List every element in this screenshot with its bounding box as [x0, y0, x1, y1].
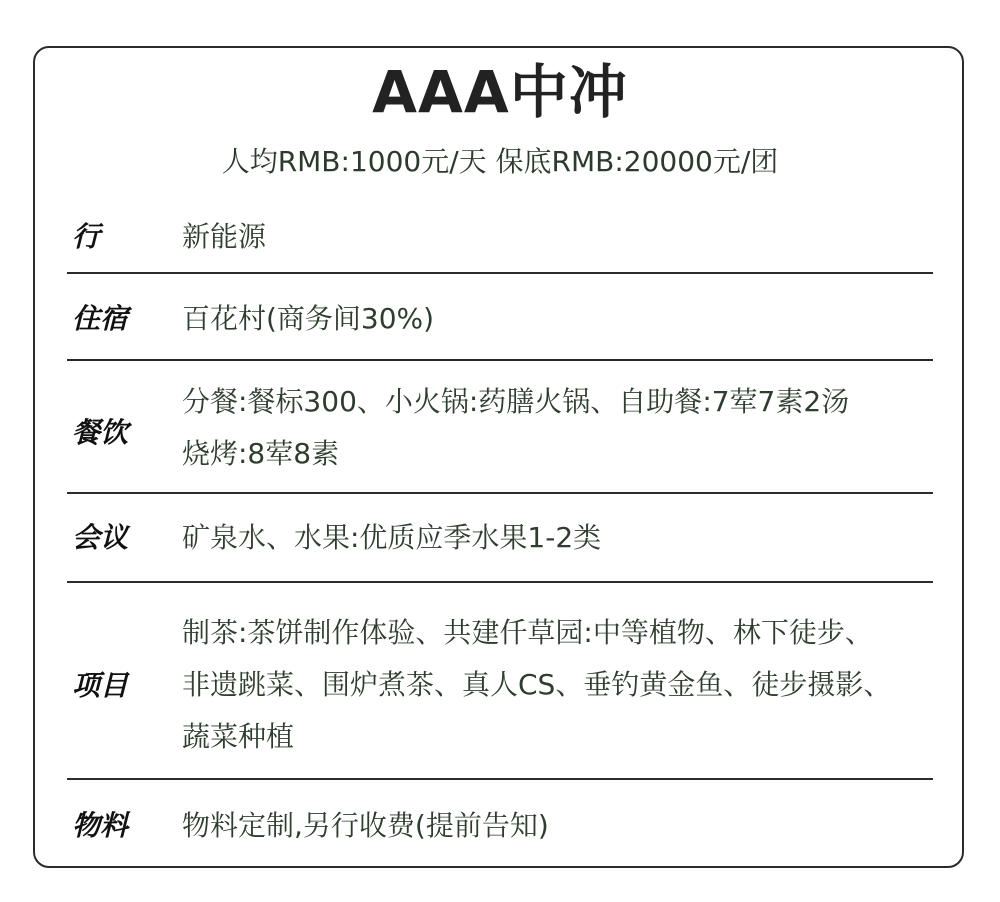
row-text-transport: 新能源: [182, 220, 267, 253]
row-text-activities-line2: 非遗跳菜、围炉煮茶、真人CS、垂钓黄金鱼、徒步摄影、: [182, 668, 892, 701]
row-text-meeting: 矿泉水、水果:优质应季水果1-2类: [182, 521, 602, 554]
row-divider: [67, 272, 933, 274]
row-text-activities-line1: 制茶:茶饼制作体验、共建仟草园:中等植物、林下徒步、: [182, 616, 873, 649]
row-divider: [67, 581, 933, 583]
row-text-dining-line2: 烧烤:8荤8素: [182, 437, 340, 470]
row-divider: [67, 778, 933, 780]
row-label-activities: 项目: [72, 669, 129, 702]
price-subtitle: 人均RMB:1000元/天 保底RMB:20000元/团: [221, 145, 779, 178]
row-label-lodging: 住宿: [72, 302, 129, 335]
row-text-activities-line3: 蔬菜种植: [182, 720, 295, 753]
row-label-transport: 行: [72, 220, 101, 253]
page-title: AAA中冲: [372, 58, 628, 126]
row-label-meeting: 会议: [72, 521, 129, 554]
row-divider: [67, 359, 933, 361]
row-divider: [67, 492, 933, 494]
row-label-materials: 物料: [72, 809, 129, 842]
row-label-dining: 餐饮: [72, 416, 129, 449]
row-text-lodging: 百花村(商务间30%): [182, 302, 435, 335]
row-text-materials: 物料定制,另行收费(提前告知): [182, 809, 549, 842]
row-text-dining-line1: 分餐:餐标300、小火锅:药膳火锅、自助餐:7荤7素2汤: [182, 385, 850, 418]
